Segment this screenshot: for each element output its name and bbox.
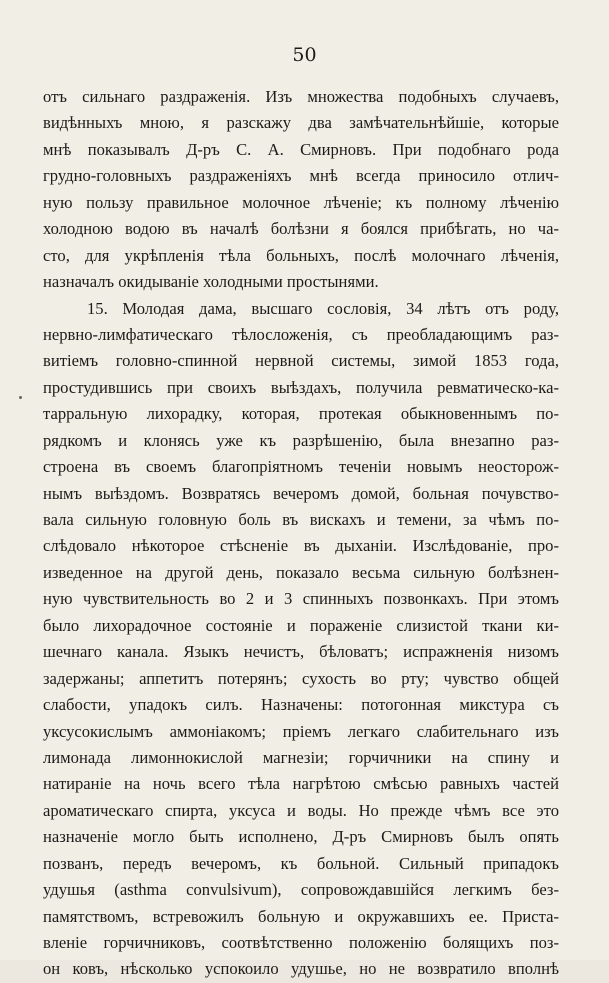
text-line: простудившись при своихъ выѣздахъ, получила ревматическо-ка-: [43, 377, 559, 397]
text-line: слѣдовало нѣкоторое стѣсненіе въ дыханіи. Изслѣдованіе, про-: [43, 536, 559, 556]
text-line: слабости, упадокъ силъ. Назначены: потогонная микстура съ: [43, 695, 559, 715]
paragraph-start-line: 15. Молодая дама, высшаго сословія, 34 лѣтъ отъ роду,: [87, 298, 559, 318]
text-line: ную чувствительность во 2 и 3 спинныхъ позвонкахъ. При этомъ: [43, 589, 559, 609]
text-line: изведенное на другой день, показало весьма сильную болѣзнен-: [43, 562, 559, 582]
margin-mark: [19, 396, 22, 399]
text-line: видѣнныхъ мною, я разскажу два замѣчательнѣйшіе, которые: [43, 113, 559, 133]
text-line: уксусокислымъ аммоніакомъ; пріемъ легкаго слабительнаго изъ: [43, 721, 559, 741]
text-line: вала сильную головную боль въ вискахъ и темени, за чѣмъ по-: [43, 510, 559, 529]
text-line: нервно-лимфатическаго тѣлосложенія, съ преобладающимъ раз-: [43, 324, 559, 344]
text-line: натираніе на ночь всего тѣла нагрѣтою смѣсью равныхъ частей: [43, 774, 559, 794]
text-line: он ковъ, нѣсколько успокоило удушье, но не возвратило вполнѣ: [43, 959, 559, 979]
page-text: [43, 84, 559, 983]
paragraph-end-line: назначалъ окидываніе холодными простынями.: [43, 272, 379, 292]
text-line: шечнаго канала. Языкъ нечистъ, бѣловатъ; испражненія низомъ: [43, 642, 559, 662]
page-number: 50: [292, 44, 317, 66]
text-line: тарральную лихорадку, которая, протекая обыкновеннымъ по-: [43, 404, 559, 424]
text-line: грудно-головныхъ раздраженіяхъ мнѣ всегда приносило отлич-: [43, 166, 559, 186]
text-line: назначеніе могло быть исполнено, Д-ръ Смирновъ былъ опять: [43, 827, 559, 847]
text-line: строена въ своемъ благопріятномъ теченіи новымъ неосторож-: [43, 457, 559, 477]
text-line: холодною водою въ началѣ болѣзни я боялся прибѣгать, но ча-: [43, 219, 559, 239]
text-line: памятствомъ, встревожилъ больную и окружавшихъ ее. Приста-: [43, 906, 559, 926]
text-line: было лихорадочное состояніе и пораженіе слизистой ткани ки-: [43, 615, 559, 635]
text-line: отъ сильнаго раздраженія. Изъ множества подобныхъ случаевъ,: [43, 87, 559, 106]
text-line: позванъ, передъ вечеромъ, къ больной. Сильный припадокъ: [43, 853, 559, 873]
text-line: задержаны; аппетитъ потерянъ; сухость во рту; чувство общей: [43, 668, 559, 688]
text-line: витіемъ головно-спинной нервной системы, зимой 1853 года,: [43, 351, 559, 371]
text-line: нымъ выѣздомъ. Возвратясь вечеромъ домой, больная почувство-: [43, 483, 559, 503]
text-line: рядкомъ и клонясь уже къ разрѣшенію, была внезапно раз-: [43, 430, 559, 450]
text-line: лимонада лимоннокислой магнезіи; горчичники на спину и: [43, 747, 559, 767]
text-line: сто, для укрѣпленія тѣла больныхъ, послѣ молочнаго лѣченія,: [43, 245, 559, 265]
text-line: мнѣ показывалъ Д-ръ С. А. Смирновъ. При подобнаго рода: [43, 139, 559, 159]
text-line: удушья (asthma convulsivum), сопровождавшійся легкимъ без-: [43, 880, 559, 900]
text-line: ароматическаго спирта, уксуса и воды. Но прежде чѣмъ все это: [43, 800, 559, 820]
text-line: вленіе горчичниковъ, соотвѣтственно положенію болящихъ поз-: [43, 933, 559, 952]
text-line: ную пользу правильное молочное лѣченіе; къ полному лѣченію: [43, 192, 559, 212]
